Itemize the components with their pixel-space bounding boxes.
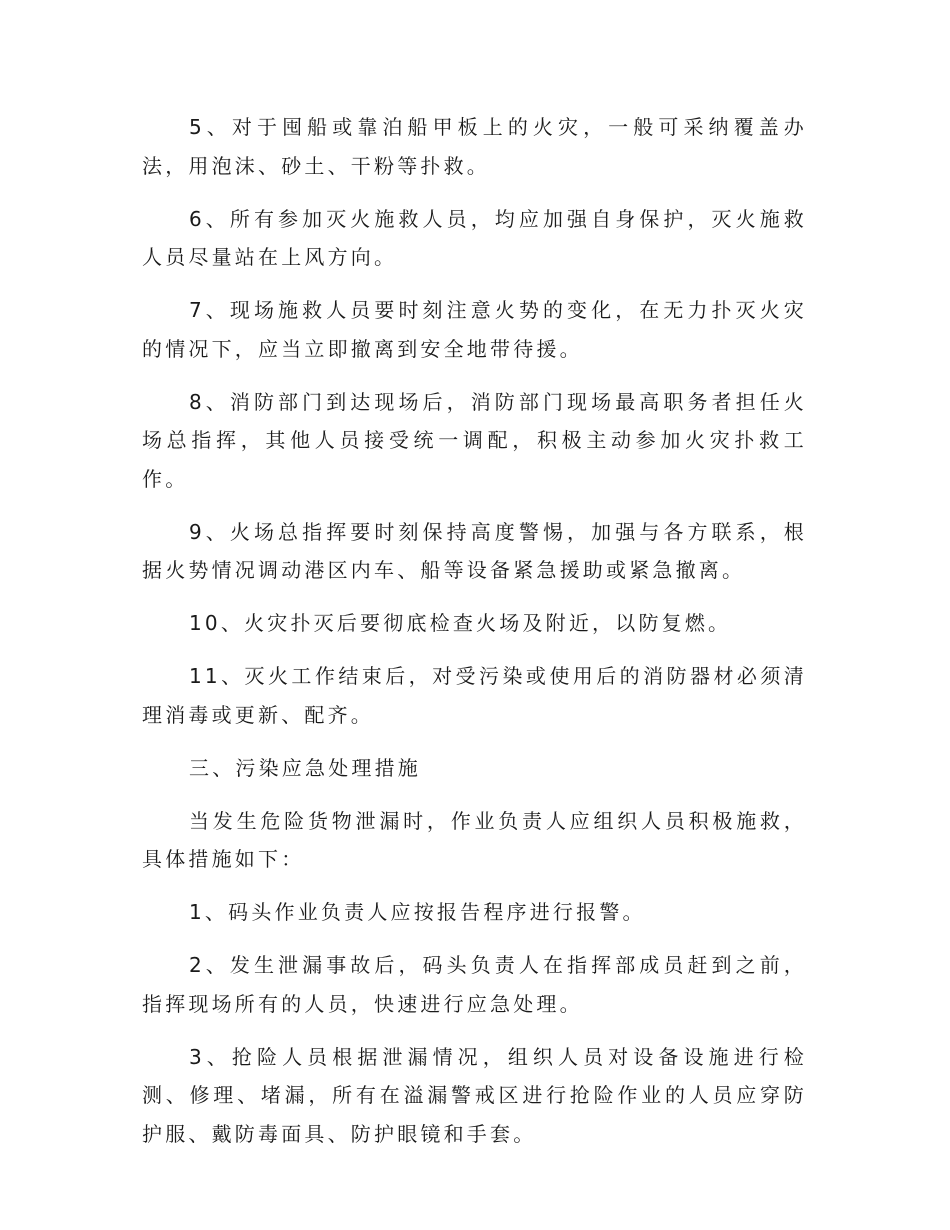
paragraph-item-8: 8、消防部门到达现场后，消防部门现场最高职务者担任火场总指挥，其他人员接受统一调配，积极主动参加火灾扑救工作。 [142,389,807,491]
paragraph-item-6: 6、所有参加灭火施救人员，均应加强自身保护，灭火施救人员尽量站在上风方向。 [142,206,807,269]
paragraph-item-10: 10、火灾扑灭后要彻底检查火场及附近，以防复燃。 [189,611,732,635]
paragraph-item-5: 5、对于囤船或靠泊船甲板上的火灾，一般可采纳覆盖办法，用泡沫、砂土、干粉等扑救。 [142,115,807,178]
paragraph-step-3: 3、抢险人员根据泄漏情况，组织人员对设备设施进行检测、修理、堵漏，所有在溢漏警戒区进行抢险作业的人员应穿防护服、戴防毒面具、防护眼镜和手套。 [142,1044,807,1146]
section-intro-paragraph: 当发生危险货物泄漏时，作业负责人应组织人员积极施救，具体措施如下： [142,808,807,871]
paragraph-step-1: 1、码头作业负责人应按报告程序进行报警。 [189,900,646,924]
section-heading: 三、污染应急处理措施 [189,755,421,780]
paragraph-step-2: 2、发生泄漏事故后，码头负责人在指挥部成员赶到之前，指挥现场所有的人员，快速进行应急处理。 [142,953,807,1016]
paragraph-item-7: 7、现场施救人员要时刻注意火势的变化，在无力扑灭火灾的情况下，应当立即撤离到安全地带待援。 [142,298,807,361]
document-body [142,108,807,1168]
paragraph-item-9: 9、火场总指挥要时刻保持高度警惕，加强与各方联系，根据火势情况调动港区内车、船等设备紧急援助或紧急撤离。 [142,519,807,582]
paragraph-item-11: 11、灭火工作结束后，对受污染或使用后的消防器材必须清理消毒或更新、配齐。 [142,664,807,727]
